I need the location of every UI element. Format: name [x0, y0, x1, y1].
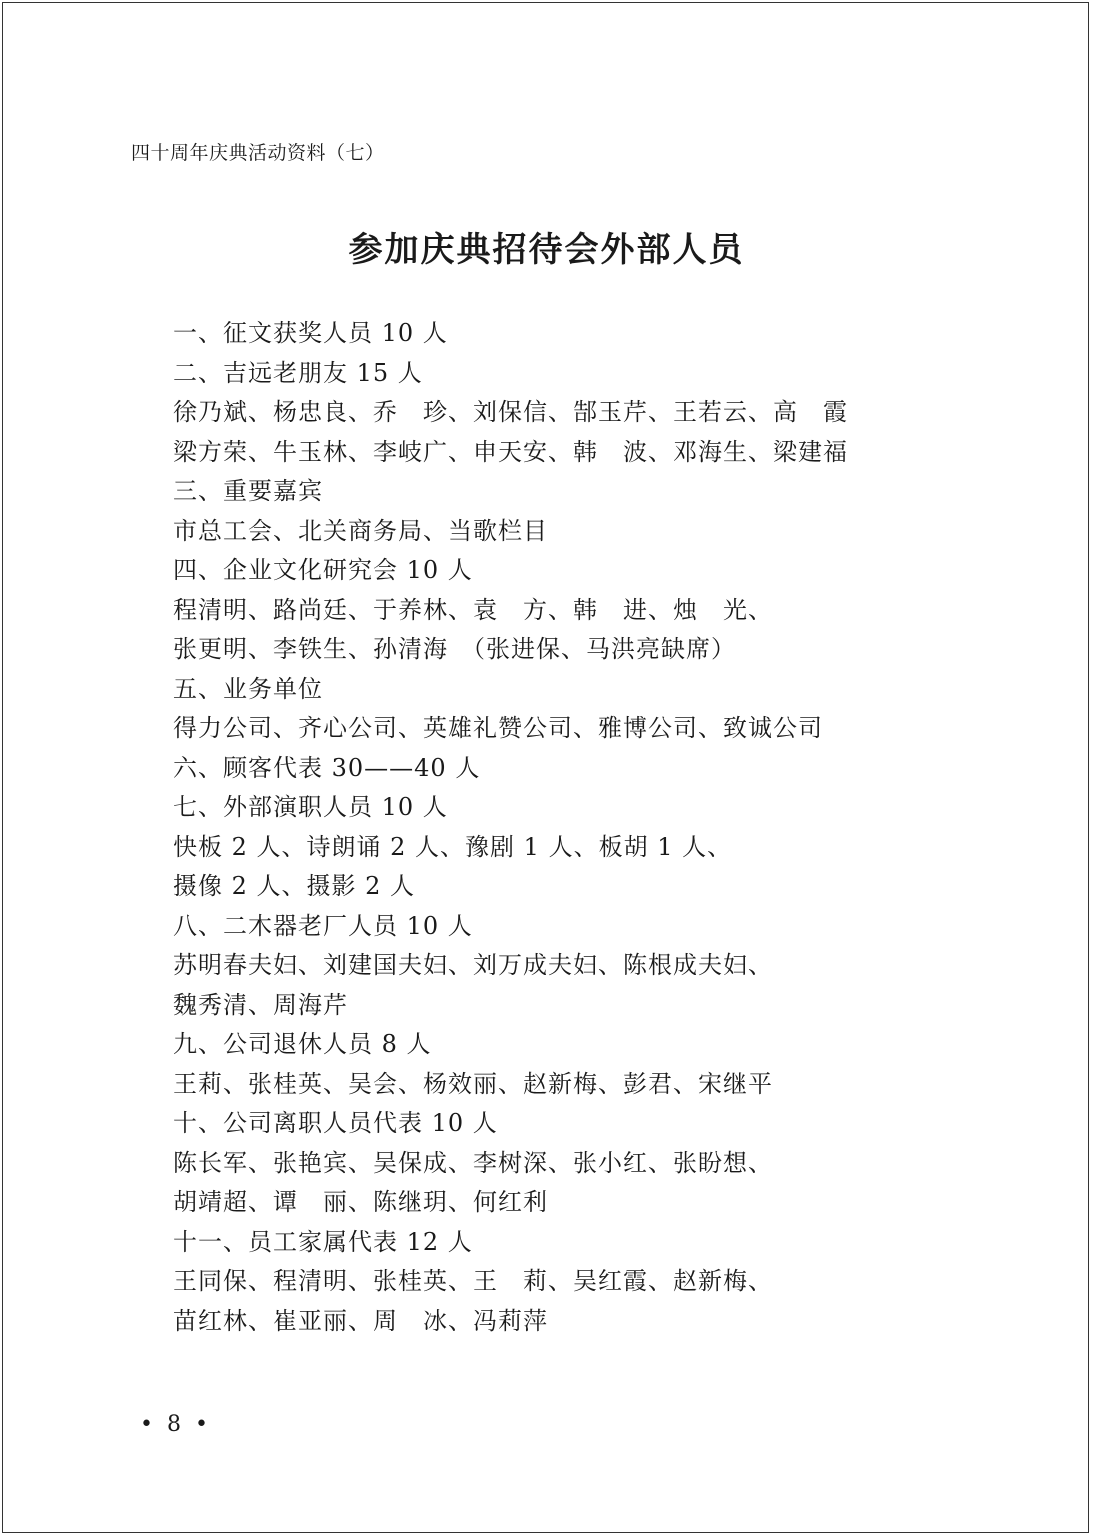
body-line: 十、公司离职人员代表 10 人: [173, 1109, 498, 1137]
body-line: 张更明、李铁生、孙清海 （张进保、马洪亮缺席）: [173, 635, 736, 663]
body-line: 五、业务单位: [173, 674, 323, 703]
running-header: 四十周年庆典活动资料（七）: [131, 142, 385, 164]
body-line: 胡靖超、谭 丽、陈继玥、何红利: [173, 1188, 548, 1216]
body-line: 一、征文获奖人员 10 人: [173, 319, 448, 347]
page-number: • 8 •: [140, 1412, 208, 1437]
body-line: 摄像 2 人、摄影 2 人: [173, 872, 416, 900]
document-title: 参加庆典招待会外部人员: [348, 230, 745, 270]
body-line: 七、外部演职人员 10 人: [173, 793, 448, 821]
body-line: 四、企业文化研究会 10 人: [173, 556, 473, 584]
body-line: 二、吉远老朋友 15 人: [173, 358, 423, 387]
body-line: 陈长军、张艳宾、吴保成、李树深、张小红、张盼想、: [173, 1148, 773, 1177]
body-line: 市总工会、北关商务局、当歌栏目: [173, 516, 548, 545]
body-line: 魏秀清、周海芹: [173, 990, 348, 1019]
body-line: 八、二木器老厂人员 10 人: [173, 911, 473, 940]
body-line: 苏明春夫妇、刘建国夫妇、刘万成夫妇、陈根成夫妇、: [173, 951, 773, 979]
body-line: 徐乃斌、杨忠良、乔 珍、刘保信、郜玉芹、王若云、高 霞: [173, 398, 848, 426]
body-line: 程清明、路尚廷、于养林、袁 方、韩 进、烛 光、: [173, 595, 773, 624]
body-line: 十一、员工家属代表 12 人: [173, 1227, 473, 1256]
document-body: [173, 314, 953, 1341]
body-line: 得力公司、齐心公司、英雄礼赞公司、雅博公司、致诚公司: [173, 714, 823, 742]
body-line: 王同保、程清明、张桂英、王 莉、吴红霞、赵新梅、: [173, 1267, 773, 1295]
body-line: 三、重要嘉宾: [173, 477, 323, 505]
body-line: 梁方荣、牛玉林、李岐广、申天安、韩 波、邓海生、梁建福: [173, 437, 848, 466]
body-line: 六、顾客代表 30——40 人: [173, 753, 481, 782]
body-line: 苗红林、崔亚丽、周 冰、冯莉萍: [173, 1306, 548, 1335]
body-line: 快板 2 人、诗朗诵 2 人、豫剧 1 人、板胡 1 人、: [173, 832, 733, 861]
body-line: 九、公司退休人员 8 人: [173, 1030, 432, 1058]
body-line: 王莉、张桂英、吴会、杨效丽、赵新梅、彭君、宋继平: [173, 1069, 773, 1098]
